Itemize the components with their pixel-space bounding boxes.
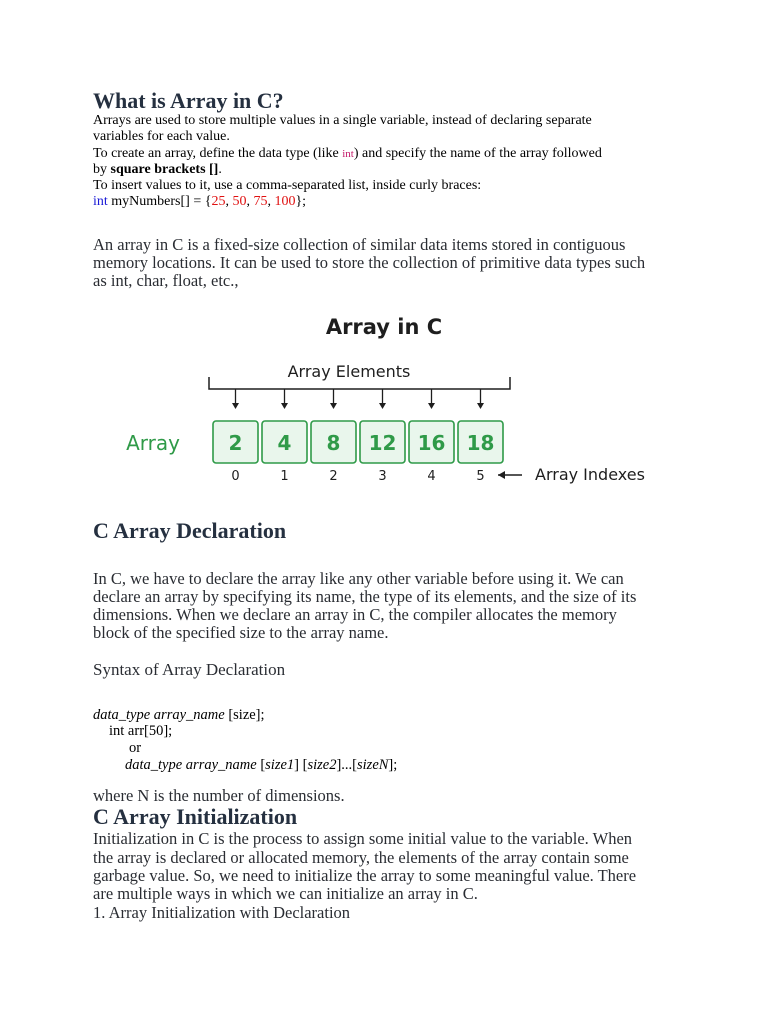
syntax-text: ]...[: [336, 757, 357, 773]
bold-text: square brackets []: [110, 162, 219, 177]
keyword-int: int: [342, 148, 354, 160]
syntax-italic: size2: [307, 757, 337, 773]
code-value: 100: [274, 194, 296, 209]
paragraph-line: In C, we have to declare the array like any other variable before using it. We can: [93, 569, 624, 588]
heading-what-is-array: What is Array in C?: [93, 88, 284, 113]
syntax-heading: Syntax of Array Declaration: [93, 660, 286, 679]
paragraph-line: An array in C is a fixed-size collection of similar data items stored in contiguous: [93, 235, 626, 254]
heading-array-declaration: C Array Declaration: [93, 518, 287, 543]
array-cells: [213, 421, 503, 463]
syntax-italic: data_type array_name: [125, 757, 257, 773]
paragraph-line: To insert values to it, use a comma-separated list, inside curly braces:: [93, 178, 482, 193]
paragraph-line: as int, char, float, etc.,: [93, 271, 239, 290]
array-cell-value: 2: [228, 431, 243, 455]
code-keyword: int: [93, 194, 108, 209]
array-cell-value: 16: [417, 431, 446, 455]
diagram-title: Array in C: [325, 315, 443, 339]
paragraph-line: the array is declared or allocated memory, the elements of the array contain some: [93, 848, 629, 867]
code-identifier: myNumbers[] = {: [107, 194, 212, 209]
paragraph-line: are multiple ways in which we can initialize an array in C.: [93, 884, 478, 903]
code-value: 25: [211, 194, 226, 209]
syntax-italic: sizeN: [357, 757, 389, 773]
text-fragment: .: [218, 162, 222, 177]
paragraph-line: Arrays are used to store multiple values in a single variable, instead of declaring separate: [93, 113, 592, 128]
code-sep: ,: [225, 194, 233, 209]
element-arrow-head: [428, 403, 435, 409]
paragraph-line: memory locations. It can be used to store the collection of primitive data types such: [93, 253, 646, 272]
code-sep: ,: [267, 194, 275, 209]
syntax-italic: data_type array_name: [93, 707, 225, 723]
array-index: 3: [378, 469, 387, 484]
paragraph-line: declare an array by specifying its name, the type of its elements, and the size of its: [93, 587, 637, 606]
text-fragment: To create an array, define the data type (like: [93, 146, 343, 161]
syntax-text: [: [256, 757, 266, 773]
code-sep: ,: [246, 194, 254, 209]
paragraph-line: where N is the number of dimensions.: [93, 786, 345, 805]
array-indexes-label: Array Indexes: [535, 465, 645, 484]
text-fragment: ) and specify the name of the array followed: [353, 146, 602, 161]
array-cell-value: 8: [326, 431, 341, 455]
subheading-init-with-declaration: 1. Array Initialization with Declaration: [93, 903, 351, 922]
array-elements-label: Array Elements: [287, 362, 411, 381]
syntax-text: ];: [388, 757, 398, 773]
array-cell-value: 12: [368, 431, 397, 455]
paragraph-line: dimensions. When we declare an array in C, the compiler allocates the memory: [93, 605, 617, 624]
paragraph-line: variables for each value.: [93, 129, 230, 144]
array-cell-value: 18: [466, 431, 495, 455]
element-arrows: [232, 389, 484, 409]
heading-array-initialization: C Array Initialization: [93, 804, 298, 829]
array-index: 1: [280, 469, 289, 484]
text-fragment: by: [93, 162, 111, 177]
paragraph-line: Initialization in C is the process to assign some initial value to the variable. When: [93, 829, 633, 848]
array-index: 5: [476, 469, 485, 484]
array-index: 0: [231, 469, 240, 484]
syntax-line: or: [129, 740, 142, 756]
paragraph-line: block of the specified size to the array name.: [93, 623, 389, 642]
code-value: 50: [232, 194, 247, 209]
element-arrow-head: [330, 403, 337, 409]
syntax-text: ] [: [294, 757, 308, 773]
syntax-italic: size1: [265, 757, 295, 773]
paragraph-line: garbage value. So, we need to initialize the array to some meaningful value. There: [93, 866, 637, 885]
array-indexes: [231, 469, 484, 484]
array-cell-value: 4: [277, 431, 292, 455]
array-label: Array: [126, 431, 180, 455]
element-arrow-head: [281, 403, 288, 409]
syntax-line: int arr[50];: [109, 723, 173, 739]
array-index: 2: [329, 469, 338, 484]
element-arrow-head: [477, 403, 484, 409]
element-arrow-head: [232, 403, 239, 409]
indexes-arrow-head: [498, 471, 505, 479]
element-arrow-head: [379, 403, 386, 409]
code-end: };: [295, 194, 307, 209]
syntax-text: [size];: [224, 707, 265, 723]
array-index: 4: [427, 469, 436, 484]
code-value: 75: [253, 194, 268, 209]
